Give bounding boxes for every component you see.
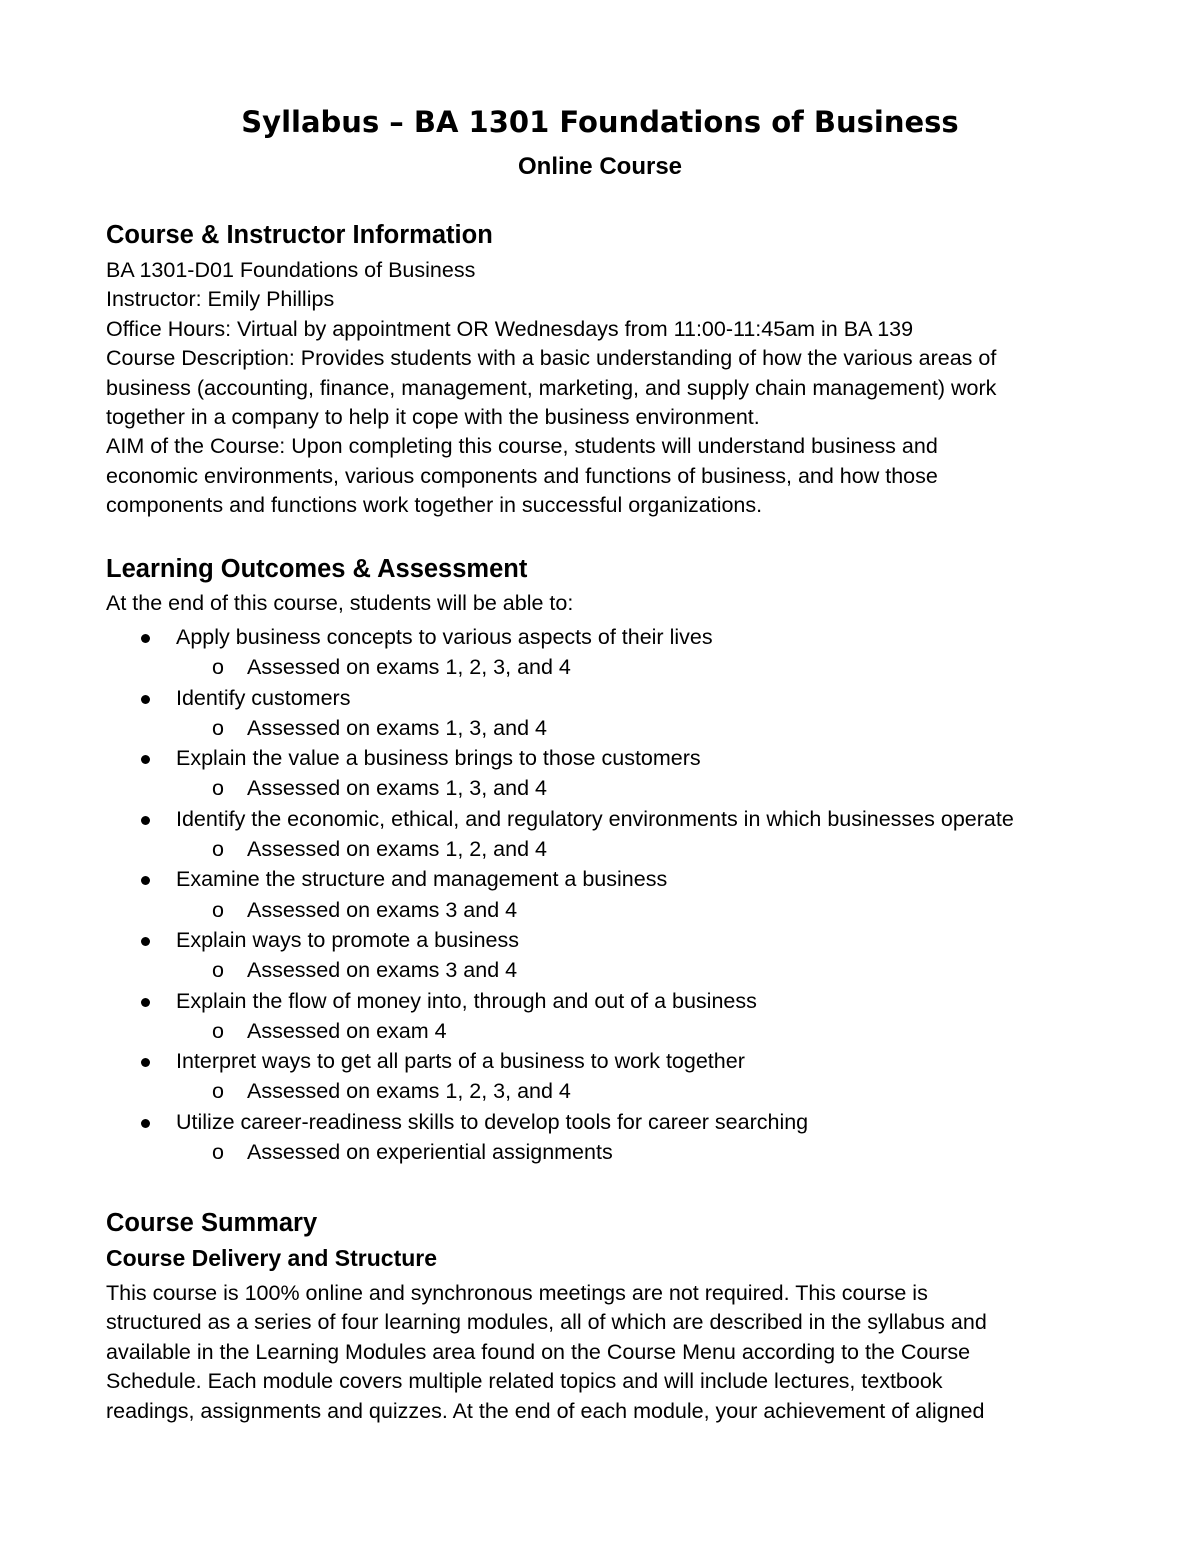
learning-outcome-text: Explain the flow of money into, through and out of a business [176,988,757,1013]
course-info-body [106,256,1106,521]
assessment-row [0,652,1200,682]
assessment-row [0,1076,1200,1106]
sub-bullet-marker: o [212,715,224,740]
learning-outcome-item [0,1107,1200,1168]
bullet-icon [141,816,150,825]
course-delivery-heading: Course Delivery and Structure [106,1245,438,1271]
learning-outcome-item [0,1046,1200,1107]
course-delivery-body [106,1279,1106,1426]
assessment-text: Assessed on exams 1, 2, 3, and 4 [247,655,571,680]
sub-bullet-marker: o [212,1079,224,1104]
learning-outcome-text: Interpret ways to get all parts of a business to work together [176,1049,745,1074]
course-aim-line: economic environments, various components and functions of business, and how those [106,463,938,488]
assessment-row [0,895,1200,925]
assessment-row [0,713,1200,743]
learning-outcome-item [0,622,1200,683]
sub-bullet-marker: o [212,1140,224,1165]
learning-outcome-row [0,1046,1200,1076]
learning-outcome-text: Explain ways to promote a business [176,927,519,952]
learning-outcome-item [0,864,1200,925]
course-summary-heading: Course Summary [106,1209,318,1237]
assessment-text: Assessed on exams 1, 3, and 4 [247,776,547,801]
bullet-icon [141,1058,150,1067]
office-hours-line: Office Hours: Virtual by appointment OR Wednesdays from 11:00-11:45am in BA 139 [106,316,914,341]
bullet-icon [141,695,150,704]
learning-outcomes-list [0,622,1200,1167]
learning-outcome-text: Identify customers [176,685,351,710]
learning-outcome-item [0,683,1200,744]
course-delivery-line: structured as a series of four learning modules, all of which are described in the syllabus and [106,1310,987,1335]
learning-outcome-text: Apply business concepts to various aspects of their lives [176,625,713,649]
learning-outcome-row [0,804,1200,834]
course-description-line: Course Description: Provides students with a basic understanding of how the various areas of [106,346,997,371]
sub-bullet-marker: o [212,897,224,922]
document-subtitle: Online Course [517,153,683,180]
learning-outcome-row [0,864,1200,894]
sub-bullet-marker: o [212,1018,224,1043]
sub-bullet-marker: o [212,958,224,983]
course-code-line: BA 1301-D01 Foundations of Business [106,258,476,282]
sub-bullet-marker: o [212,655,224,680]
learning-outcome-row [0,683,1200,713]
bullet-icon [141,755,150,764]
instructor-line: Instructor: Emily Phillips [106,287,335,312]
assessment-text: Assessed on exams 3 and 4 [247,897,518,922]
learning-outcome-text: Explain the value a business brings to those customers [176,746,701,771]
course-info-heading: Course & Instructor Information [106,221,493,249]
assessment-row [0,955,1200,985]
course-aim-line: AIM of the Course: Upon completing this course, students will understand business and [106,434,938,459]
bullet-icon [141,937,150,946]
learning-outcomes-heading: Learning Outcomes & Assessment [106,555,528,583]
course-description-line: business (accounting, finance, management, marketing, and supply chain management) work [106,375,997,400]
learning-outcome-text: Utilize career-readiness skills to develop tools for career searching [176,1109,809,1134]
learning-outcome-row [0,743,1200,773]
sub-bullet-marker: o [212,837,224,862]
assessment-row [0,773,1200,803]
assessment-text: Assessed on exams 1, 2, 3, and 4 [247,1079,571,1104]
assessment-row [0,1016,1200,1046]
assessment-text: Assessed on exam 4 [247,1018,447,1043]
learning-outcome-item [0,986,1200,1047]
learning-outcomes-intro: At the end of this course, students will be able to: [106,591,574,615]
learning-outcome-text: Identify the economic, ethical, and regulatory environments in which businesses operate [176,806,1014,831]
bullet-icon [141,876,150,885]
learning-outcome-row [0,986,1200,1016]
assessment-text: Assessed on exams 1, 2, and 4 [247,837,547,862]
bullet-icon [141,634,150,643]
course-delivery-line: available in the Learning Modules area found on the Course Menu according to the Course [106,1339,971,1364]
course-aim-line: components and functions work together in successful organizations. [106,493,763,518]
learning-outcome-item [0,804,1200,865]
learning-outcome-text: Examine the structure and management a business [176,867,668,892]
assessment-row [0,834,1200,864]
bullet-icon [141,1119,150,1128]
learning-outcome-item [0,925,1200,986]
learning-outcome-item [0,743,1200,804]
assessment-text: Assessed on experiential assignments [247,1140,613,1165]
learning-outcome-row [0,622,1200,652]
bullet-icon [141,998,150,1007]
assessment-text: Assessed on exams 3 and 4 [247,958,518,983]
course-description-line: together in a company to help it cope with the business environment. [106,405,760,430]
course-delivery-line: This course is 100% online and synchronous meetings are not required. This course is [106,1281,928,1305]
document-title: Syllabus – BA 1301 Foundations of Business [241,105,959,139]
learning-outcome-row [0,925,1200,955]
assessment-row [0,1137,1200,1167]
sub-bullet-marker: o [212,776,224,801]
learning-outcome-row [0,1107,1200,1137]
course-delivery-line: readings, assignments and quizzes. At the end of each module, your achievement of aligned [106,1398,985,1423]
assessment-text: Assessed on exams 1, 3, and 4 [247,715,547,740]
course-delivery-line: Schedule. Each module covers multiple related topics and will include lectures, textbook [106,1369,943,1394]
